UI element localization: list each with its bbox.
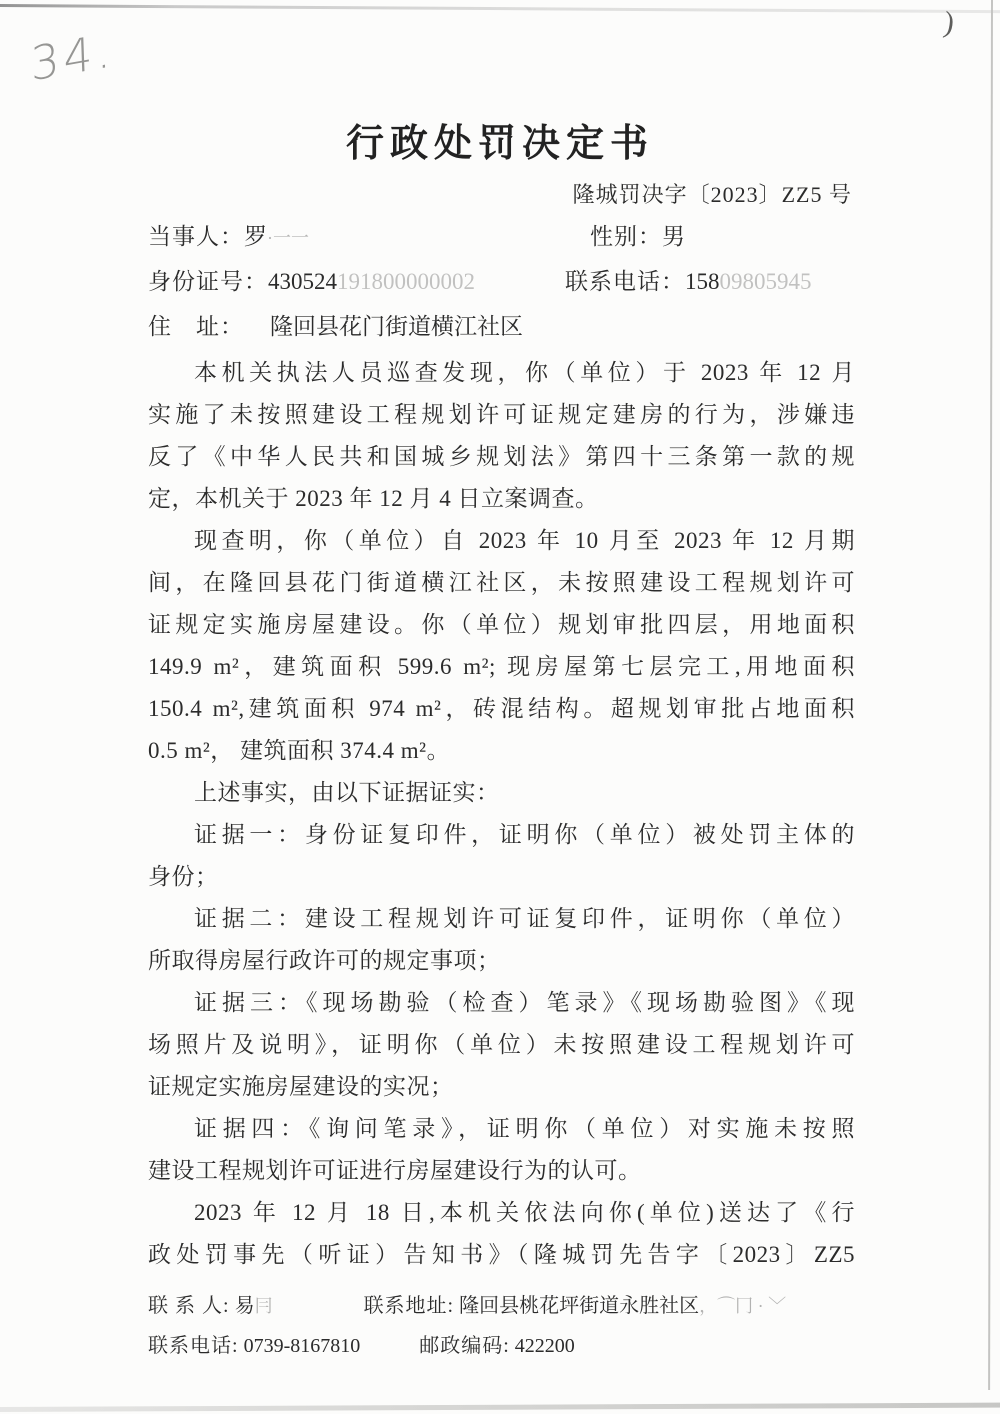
phone-field bbox=[565, 259, 812, 304]
body-line: 证据二：建设工程规划许可证复印件，证明你（单位） bbox=[194, 906, 855, 931]
body-line: 2023 年 12 月 18 日,本机关依法向你(单位)送达了《行 bbox=[194, 1200, 855, 1225]
address-label: 住 址： bbox=[148, 314, 244, 339]
id-redacted: 191800000002 bbox=[337, 269, 475, 294]
gender-value: 男 bbox=[662, 224, 685, 249]
body-line: 本机关执法人员巡查发现，你（单位）于 2023 年 12 月 bbox=[194, 360, 855, 385]
party-name-label: 当事人： bbox=[148, 224, 244, 249]
body-line: 实施了未按照建设工程规划许可证规定建房的行为，涉嫌违 bbox=[148, 402, 855, 427]
body-line: 反了《中华人民共和国城乡规划法》第四十三条第一款的规 bbox=[148, 444, 855, 469]
body-line: 证规定实施房屋建设。你（单位）规划审批四层，用地面积 bbox=[148, 612, 855, 637]
contact-address-value: 隆回县桃花坪街道永胜社区 bbox=[459, 1295, 700, 1317]
body-line: 间，在隆回县花门街道横江社区，未按照建设工程规划许可 bbox=[148, 570, 855, 595]
footer-contact-block bbox=[148, 1286, 960, 1366]
party-name-value: 罗 bbox=[244, 224, 267, 249]
address-value: 隆回县花门街道横江社区 bbox=[270, 314, 523, 339]
footer-phone-label: 联系电话: bbox=[148, 1335, 239, 1357]
gender-label: 性别： bbox=[590, 224, 662, 249]
party-info-block bbox=[148, 214, 920, 349]
footer-phone-value: 0739-8167810 bbox=[243, 1335, 361, 1357]
handwritten-page-number: 34. bbox=[29, 22, 116, 92]
phone-label: 联系电话： bbox=[565, 269, 685, 294]
id-label: 身份证号： bbox=[148, 269, 268, 294]
body-line: 0.5 m²， 建筑面积 374.4 m²。 bbox=[148, 738, 451, 763]
body-line: 现查明，你（单位）自 2023 年 10 月至 2023 年 12 月期 bbox=[194, 528, 855, 553]
scan-bottom-edge-band bbox=[0, 1403, 1000, 1412]
party-row-address bbox=[148, 304, 920, 349]
body-lines bbox=[148, 352, 855, 1276]
scan-right-edge-line bbox=[988, 0, 993, 1390]
footer-row-1 bbox=[148, 1286, 960, 1326]
body-line: 政处罚事先（听证）告知书》（隆城罚先告字〔2023〕ZZ5 bbox=[148, 1242, 855, 1267]
postcode-field bbox=[419, 1335, 575, 1357]
contact-person-value: 易 bbox=[234, 1295, 255, 1317]
document-title: 行政处罚决定书 bbox=[345, 123, 654, 165]
scan-top-edge-line bbox=[0, 4, 1000, 13]
body-line: 证据四：《询问笔录》，证明你（单位）对实施未按照 bbox=[194, 1116, 855, 1141]
contact-address-faded: ，⌒冂 · ﹀ bbox=[699, 1296, 787, 1316]
document-number: 隆城罚决字〔2023〕ZZ5 号 bbox=[572, 182, 852, 207]
body-line: 上述事实，由以下证据证实： bbox=[194, 780, 500, 805]
body-line: 所取得房屋行政许可的规定事项； bbox=[148, 948, 501, 973]
postcode-value: 422200 bbox=[514, 1335, 575, 1357]
body-line: 证规定实施房屋建设的实况； bbox=[148, 1074, 454, 1099]
gender-field bbox=[590, 214, 685, 259]
party-row-name-gender bbox=[148, 214, 920, 259]
body-line: 场照片及说明》，证明你（单位）未按照建设工程规划许可 bbox=[148, 1032, 855, 1057]
body-line: 证据一：身份证复印件，证明你（单位）被处罚主体的 bbox=[194, 822, 855, 847]
pen-mark: ) bbox=[941, 5, 957, 40]
contact-person-label: 联 系 人: bbox=[148, 1295, 230, 1317]
body-line: 149.9 m²，建筑面积 599.6 m²; 现房屋第七层完工,用地面积 bbox=[148, 654, 855, 679]
phone-value: 158 bbox=[685, 269, 720, 294]
party-row-id-phone bbox=[148, 259, 920, 304]
body-line: 定，本机关于 2023 年 12 月 4 日立案调查。 bbox=[148, 486, 599, 511]
body-line: 证据三：《现场勘验（检查）笔录》《现场勘验图》《现 bbox=[194, 990, 855, 1015]
postcode-label: 邮政编码: bbox=[419, 1335, 510, 1357]
body-line: 身份； bbox=[148, 864, 219, 889]
contact-address-label: 联系地址: bbox=[363, 1295, 455, 1317]
phone-redacted: 09805945 bbox=[719, 269, 812, 294]
party-name-redacted: ·一一 bbox=[267, 228, 309, 248]
body-line: 建设工程规划许可证进行房屋建设行为的认可。 bbox=[148, 1158, 642, 1183]
contact-person-faded: 冃 bbox=[254, 1296, 273, 1316]
contact-address-field bbox=[364, 1295, 787, 1317]
body-line: 150.4 m²,建筑面积 974 m²，砖混结构。超规划审批占地面积 bbox=[148, 696, 855, 721]
id-value: 430524 bbox=[268, 269, 337, 294]
footer-row-2 bbox=[148, 1326, 960, 1366]
